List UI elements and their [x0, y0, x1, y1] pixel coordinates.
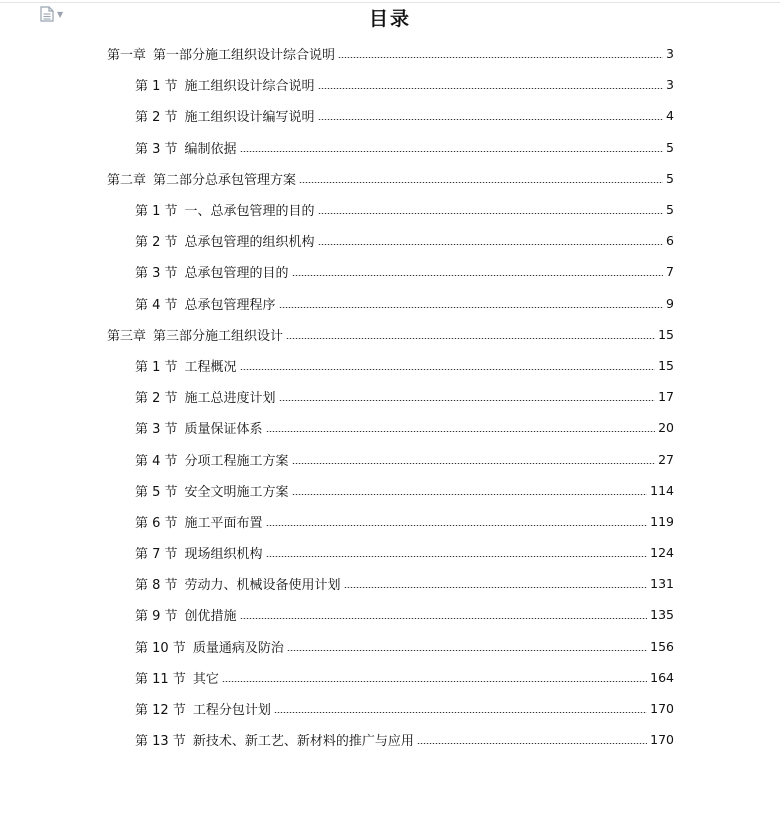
dot-leader: [318, 119, 663, 120]
toc-entry-title: 施工组织设计编写说明: [184, 110, 315, 126]
dot-leader: [279, 307, 663, 308]
toc-entry-title: 劳动力、机械设备使用计划: [184, 578, 341, 594]
toc-entry-number: 第三章: [107, 328, 147, 344]
toc-entry-page: 17: [658, 389, 674, 405]
toc-entry-number: 第 1 节: [135, 359, 178, 375]
toc-entry-title: 总承包管理的组织机构: [184, 235, 315, 251]
dot-leader: [318, 88, 663, 89]
toc-entry-number: 第 2 节: [135, 391, 178, 407]
top-divider: [0, 2, 780, 3]
toc-entry-page: 170: [650, 732, 674, 748]
toc-entry-page: 20: [658, 420, 674, 436]
toc-entry[interactable]: [0, 693, 780, 724]
toc-entry-page: 170: [650, 701, 674, 717]
toc-title: 目录: [368, 8, 411, 30]
toc-entry-title: 第一部分施工组织设计综合说明: [153, 48, 336, 64]
dot-leader: [299, 182, 663, 183]
toc-entry-number: 第 8 节: [135, 578, 178, 594]
dot-leader: [318, 244, 663, 245]
dot-leader: [240, 151, 663, 152]
toc-entry-title: 质量保证体系: [184, 422, 263, 438]
toc-entry-title: 第二部分总承包管理方案: [153, 172, 297, 188]
dot-leader: [287, 650, 647, 651]
toc-entry-title: 其它: [192, 671, 219, 687]
toc-entry-title: 施工组织设计综合说明: [184, 79, 315, 95]
toc-entry-title: 新技术、新工艺、新材料的推广与应用: [192, 734, 414, 750]
toc-entry-number: 第 6 节: [135, 515, 178, 531]
toc-entry[interactable]: [0, 724, 780, 755]
toc-entry-page: 5: [666, 202, 674, 218]
toc-entry-page: 124: [650, 545, 674, 561]
toc-entry-title: 总承包管理程序: [184, 297, 276, 313]
toc-entry[interactable]: [0, 225, 780, 256]
toc-entry-page: 5: [666, 139, 674, 155]
toc-entry-number: 第 3 节: [135, 266, 178, 282]
toc-entry-number: 第 1 节: [135, 79, 178, 95]
toc-entry-title: 编制依据: [184, 141, 237, 157]
toc-entry-title: 现场组织机构: [184, 547, 263, 563]
toc-entry-title: 分项工程施工方案: [184, 453, 289, 469]
toc-entry[interactable]: [0, 662, 780, 693]
dot-leader: [318, 213, 663, 214]
toc-entry-page: 9: [666, 295, 674, 311]
toc-entry[interactable]: [0, 412, 780, 443]
toc-entry-page: 131: [650, 576, 674, 592]
dot-leader: [292, 275, 663, 276]
toc-entry-number: 第 12 节: [135, 703, 186, 719]
toc-entry-title: 工程分包计划: [192, 703, 271, 719]
toc-entry-number: 第 13 节: [135, 734, 186, 750]
toc-entry-page: 135: [650, 607, 674, 623]
toc-entry-page: 6: [666, 233, 674, 249]
toc-entry-number: 第 3 节: [135, 422, 178, 438]
toc-entry-page: 15: [658, 357, 674, 373]
toc-entry-title: 第三部分施工组织设计: [153, 328, 284, 344]
toc-entry-page: 4: [666, 108, 674, 124]
toc-entry-title: 安全文明施工方案: [184, 484, 289, 500]
caret-down-icon: ▼: [57, 10, 64, 19]
toc-entry-page: 3: [666, 77, 674, 93]
toc-entry[interactable]: [0, 194, 780, 225]
toc-entry-title: 总承包管理的目的: [184, 266, 289, 282]
toc-entry-page: 119: [650, 513, 674, 529]
toc-entry[interactable]: [0, 69, 780, 100]
toc-entry[interactable]: [0, 163, 780, 194]
toc-entry-title: 施工总进度计划: [184, 391, 276, 407]
dot-leader: [274, 712, 647, 713]
toc-entry[interactable]: [0, 537, 780, 568]
toc-entry-number: 第一章: [107, 48, 147, 64]
dot-leader: [344, 587, 648, 588]
toc-entry[interactable]: [0, 381, 780, 412]
toc-entry[interactable]: [0, 319, 780, 350]
toc-entry[interactable]: [0, 443, 780, 474]
toc-entry[interactable]: [0, 256, 780, 287]
dot-leader: [240, 369, 656, 370]
toc-entry[interactable]: [0, 599, 780, 630]
toc-entry-number: 第 9 节: [135, 609, 178, 625]
toc-entry-title: 工程概况: [184, 359, 237, 375]
toc-entry-number: 第 4 节: [135, 297, 178, 313]
toc-entry-number: 第 11 节: [135, 671, 186, 687]
toc-entry-title: 施工平面布置: [184, 515, 263, 531]
dot-leader: [286, 338, 655, 339]
toc-entry-number: 第 4 节: [135, 453, 178, 469]
toc-entry-number: 第 3 节: [135, 141, 178, 157]
dot-leader: [266, 431, 656, 432]
toc-entry-page: 5: [666, 170, 674, 186]
dot-leader: [240, 618, 648, 619]
toc-entry-page: 164: [650, 669, 674, 685]
toc-entry-title: 质量通病及防治: [192, 640, 284, 656]
toc-entry-number: 第 7 节: [135, 547, 178, 563]
toc-entry-number: 第 5 节: [135, 484, 178, 500]
toc-entry[interactable]: [0, 38, 780, 69]
dot-leader: [266, 525, 648, 526]
toc-entry-page: 3: [666, 46, 674, 62]
toc-entry[interactable]: [0, 350, 780, 381]
dot-leader: [222, 681, 647, 682]
dot-leader: [292, 494, 648, 495]
toc-list: [0, 38, 780, 755]
toc-entry-number: 第二章: [107, 172, 147, 188]
dot-leader: [279, 400, 656, 401]
toc-entry-page: 7: [666, 264, 674, 280]
toc-entry-number: 第 10 节: [135, 640, 186, 656]
toc-entry-number: 第 2 节: [135, 235, 178, 251]
toc-entry-title: 一、总承包管理的目的: [184, 204, 315, 220]
toc-entry[interactable]: [0, 288, 780, 319]
toc-entry-title: 创优措施: [184, 609, 237, 625]
toc-entry[interactable]: [0, 631, 780, 662]
toc-entry-number: 第 2 节: [135, 110, 178, 126]
dot-leader: [338, 57, 663, 58]
toc-entry-page: 114: [650, 482, 674, 498]
toc-entry[interactable]: [0, 506, 780, 537]
toc-entry[interactable]: [0, 100, 780, 131]
toc-entry-page: 156: [650, 638, 674, 654]
toc-entry-page: 27: [658, 451, 674, 467]
toc-entry-number: 第 1 节: [135, 204, 178, 220]
dot-leader: [266, 556, 648, 557]
toc-entry[interactable]: [0, 568, 780, 599]
toc-entry[interactable]: [0, 475, 780, 506]
dot-leader: [417, 743, 647, 744]
toc-entry-page: 15: [658, 326, 674, 342]
toc-entry[interactable]: [0, 132, 780, 163]
dot-leader: [292, 463, 656, 464]
